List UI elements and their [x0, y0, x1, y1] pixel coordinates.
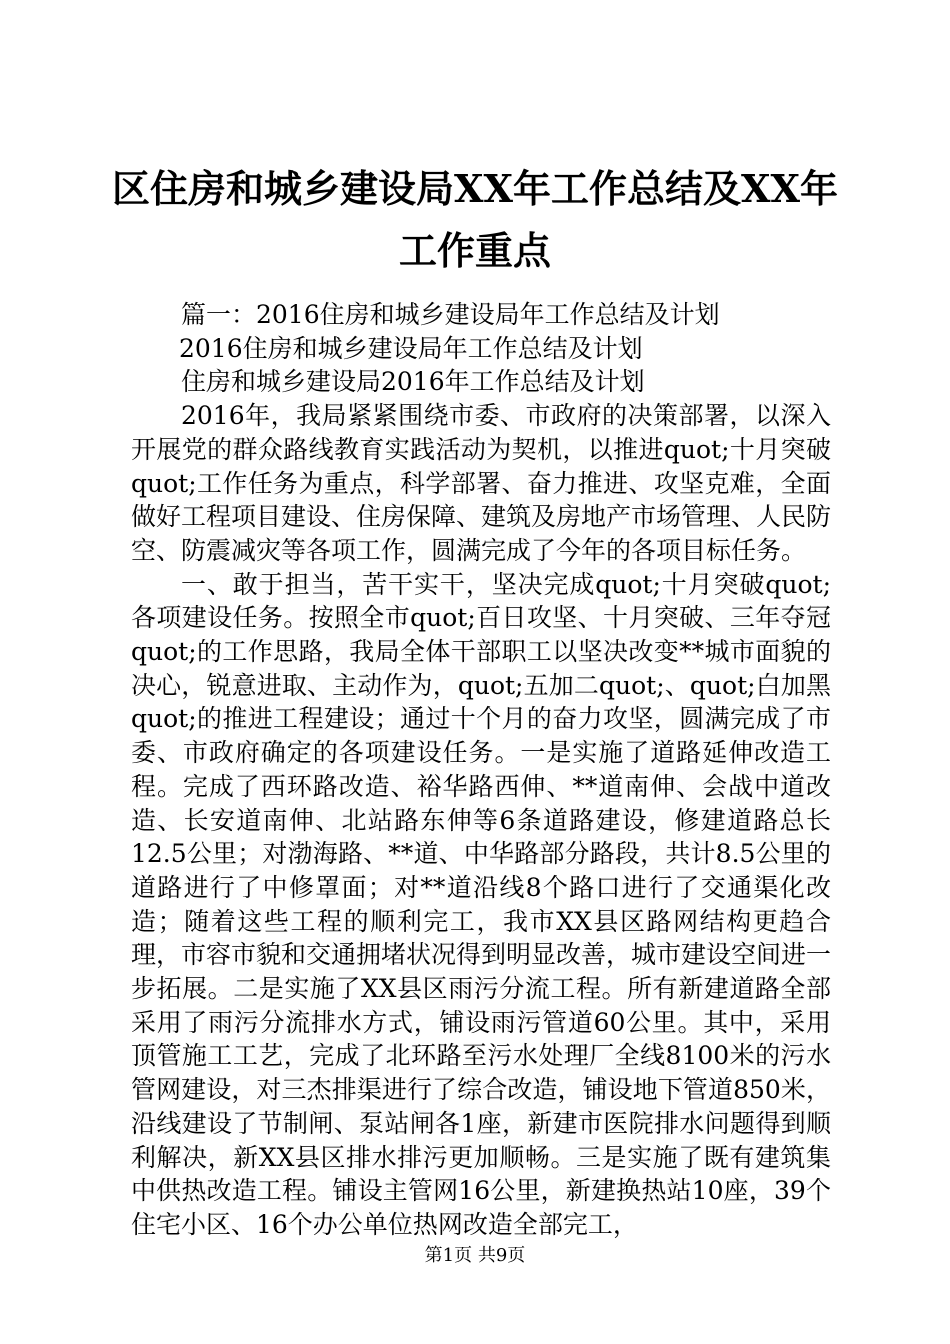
- paragraph-subtitle-2: 住房和城乡建设局2016年工作总结及计划: [181, 367, 645, 397]
- paragraph-section-heading: 篇一：2016住房和城乡建设局年工作总结及计划: [181, 300, 720, 329]
- paragraph-intro: 2016年，我局紧紧围绕市委、市政府的决策部署，以深入开展党的群众路线教育实践活动为契机，以推进quot;十月突破quot;工作任务为重点，科学部署、奋力推进、攻坚克难，全面做好工程项目建设、住房保障、建筑及房地产市场管理、人民防空、防震减灾等各项工作，圆满完成了今年的各项目标任务。: [131, 401, 832, 565]
- paragraph-section-one: 一、敢于担当，苦干实干，坚决完成quot;十月突破quot;各项建设任务。按照全市quot;百日攻坚、十月突破、三年夺冠quot;的工作思路，我局全体干部职工以坚决改变**城市面貌的决心，锐意进取、主动作为，quot;五加二quot;、quot;白加黑quot;的推进工程建设；通过十个月的奋力攻坚，圆满完成了市委、市政府确定的各项建设任务。一是实施了道路延伸改造工程。完成了西环路改造、裕华路西伸、**道南伸、会战中道改造、长安道南伸、北站路东伸等6条道路建设，修建道路总长12.5公里；对渤海路、**道、中华路部分路段，共计8.5公里的道路进行了中修罩面；对**道沿线8个路口进行了交通渠化改造；随着这些工程的顺利完工，我市XX县区路网结构更趋合理，市容市貌和交通拥堵状况得到明显改善，城市建设空间进一步拓展。二是实施了XX县区雨污分流工程。所有新建道路全部采用了雨污分流排水方式，铺设雨污管道60公里。其中，采用顶管施工工艺，完成了北环路至污水处理厂全线8100米的污水管网建设，对三杰排渠进行了综合改造，铺设地下管道850米，沿线建设了节制闸、泵站闸各1座，新建市医院排水问题得到顺利解决，新XX县区排水排污更加顺畅。三是实施了既有建筑集中供热改造工程。铺设主管网16公里，新建换热站10座，39个住宅小区、16个办公单位热网改造全部完工，: [131, 569, 832, 1239]
- page-footer: 第1页 共9页: [424, 1245, 526, 1266]
- document-body: [131, 298, 831, 1242]
- document-title: 区住房和城乡建设局XX年工作总结及XX年工作重点: [112, 166, 838, 273]
- paragraph-subtitle-1: 2016住房和城乡建设局年工作总结及计划: [179, 333, 643, 363]
